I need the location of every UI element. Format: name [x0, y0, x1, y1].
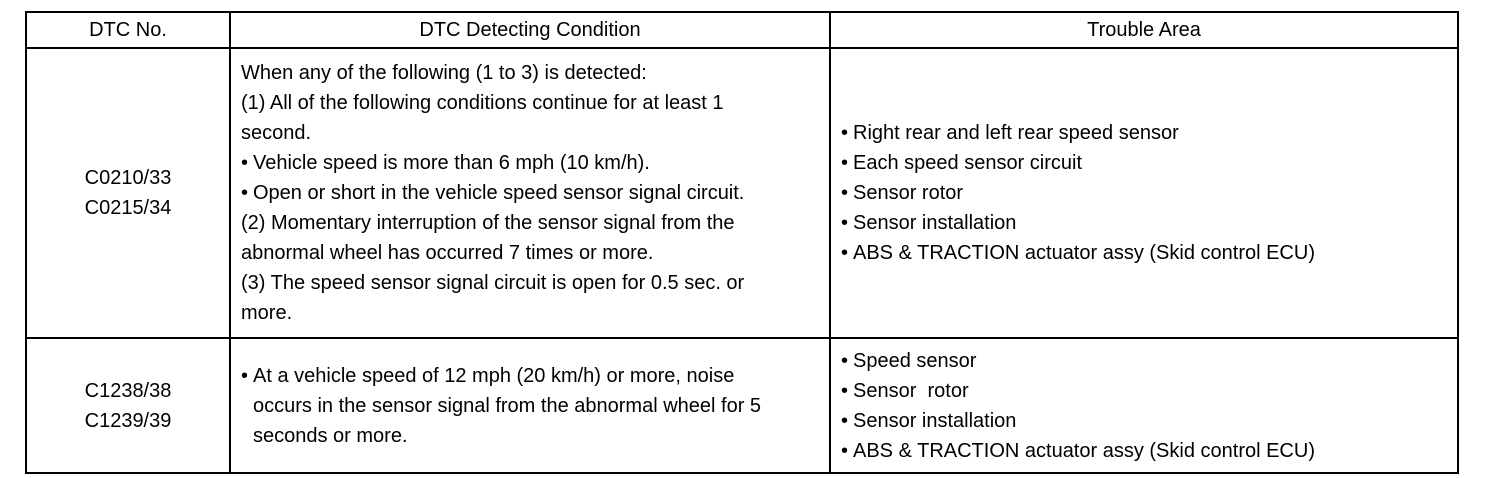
condition-cell [230, 48, 830, 338]
header-trouble-area: Trouble Area [830, 12, 1458, 48]
trouble-item [841, 208, 1447, 238]
condition-line: seconds or more. [253, 424, 408, 447]
trouble-item [841, 376, 1447, 406]
trouble-item [841, 118, 1447, 148]
bullet-icon: • [241, 182, 249, 204]
bullet-icon: • [841, 242, 849, 264]
dtc-code-cell [26, 338, 230, 473]
condition-bullet-text: Vehicle speed is more than 6 mph (10 km/h). [253, 152, 650, 174]
trouble-item-text: ABS & TRACTION actuator assy (Skid control ECU) [853, 242, 1315, 264]
bullet-icon: • [841, 439, 849, 462]
condition-bullet-text: Open or short in the vehicle speed sensor signal circuit. [253, 182, 745, 204]
condition-line: When any of the following (1 to 3) is detected: [241, 62, 647, 84]
trouble-item [841, 436, 1447, 466]
trouble-area-cell [830, 48, 1458, 338]
trouble-item-text: Each speed sensor circuit [853, 152, 1083, 174]
condition-line: abnormal wheel has occurred 7 times or more. [241, 242, 654, 264]
bullet-icon: • [841, 152, 849, 174]
condition-line: (1) All of the following conditions continue for at least 1 [241, 92, 724, 114]
table-row [26, 48, 1458, 338]
condition-bullet-line [241, 148, 819, 178]
condition-bullet-line [241, 178, 819, 208]
bullet-icon: • [841, 182, 849, 204]
condition-line: occurs in the sensor signal from the abnormal wheel for 5 [253, 394, 762, 417]
trouble-item [841, 148, 1447, 178]
condition-line: (3) The speed sensor signal circuit is open for 0.5 sec. or [241, 272, 745, 294]
trouble-item [841, 178, 1447, 208]
header-row [26, 12, 1458, 48]
dtc-code: C1238/38 [84, 379, 172, 402]
bullet-icon: • [841, 379, 849, 402]
dtc-code: C0215/34 [84, 197, 172, 219]
trouble-item [841, 406, 1447, 436]
bullet-icon: • [841, 212, 849, 234]
trouble-item-text: Right rear and left rear speed sensor [853, 122, 1179, 144]
condition-bullet-line [241, 361, 819, 391]
trouble-item-text: Sensor installation [853, 212, 1017, 234]
header-detecting-condition: DTC Detecting Condition [230, 12, 830, 48]
condition-line: (2) Momentary interruption of the sensor signal from the [241, 212, 735, 234]
bullet-icon: • [241, 152, 249, 174]
condition-cell [230, 338, 830, 473]
header-dtc-no: DTC No. [26, 12, 230, 48]
trouble-item-text: Sensor rotor [853, 182, 964, 204]
trouble-item-text: ABS & TRACTION actuator assy (Skid control ECU) [853, 439, 1315, 462]
condition-bullet-text: At a vehicle speed of 12 mph (20 km/h) or more, noise [253, 364, 735, 387]
bullet-icon: • [841, 349, 849, 372]
dtc-code-cell [26, 48, 230, 338]
dtc-code: C1239/39 [84, 409, 172, 432]
condition-line: more. [241, 302, 293, 324]
trouble-item [841, 346, 1447, 376]
table-row [26, 338, 1458, 473]
trouble-item-text: Sensor rotor [853, 379, 969, 402]
bullet-icon: • [241, 364, 249, 387]
bullet-icon: • [841, 409, 849, 432]
trouble-item-text: Sensor installation [853, 409, 1017, 432]
condition-line: second. [241, 122, 312, 144]
trouble-item-text: Speed sensor [853, 349, 977, 372]
trouble-area-cell [830, 338, 1458, 473]
trouble-item [841, 238, 1447, 268]
bullet-icon: • [841, 122, 849, 144]
dtc-code: C0210/33 [84, 167, 172, 189]
dtc-table [25, 11, 1459, 474]
